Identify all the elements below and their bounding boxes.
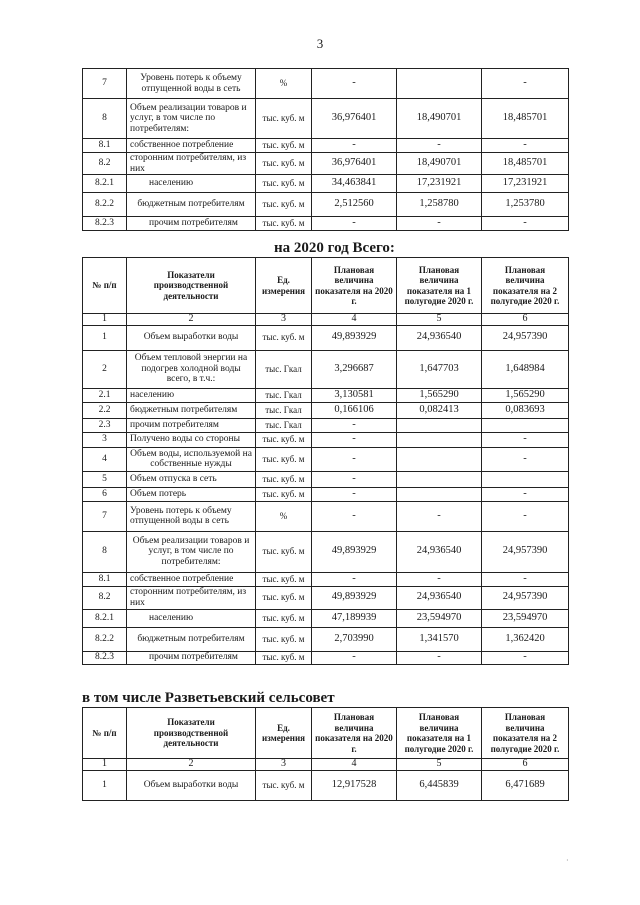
row-number: 2.2 (83, 402, 127, 418)
row-plan-2020: - (312, 69, 397, 99)
table-row (83, 139, 569, 153)
row-number: 8.1 (83, 139, 127, 153)
row-plan-half2: - (482, 447, 569, 471)
row-plan-half2: 18,485701 (482, 153, 569, 175)
row-plan-half2: - (482, 501, 569, 531)
row-plan-half2: - (482, 139, 569, 153)
row-unit: тыс. Гкал (256, 350, 312, 388)
row-plan-2020: 49,893929 (312, 531, 397, 572)
row-unit: тыс. куб. м (256, 153, 312, 175)
row-plan-2020: 34,463841 (312, 175, 397, 193)
row-plan-2020: 2,703990 (312, 627, 397, 651)
header-half1: Плановая величина показателя на 1 полугодие 2020 г. (397, 708, 482, 759)
row-plan-2020: - (312, 651, 397, 664)
table-razvetevsky (82, 707, 569, 801)
row-plan-2020: - (312, 471, 397, 487)
table-row (83, 572, 569, 586)
table-row (83, 651, 569, 664)
row-unit: тыс. куб. м (256, 771, 312, 801)
row-indicator-name: Объем реализации товаров и услуг, в том числе по потребителям: (127, 99, 256, 139)
row-plan-2020: - (312, 572, 397, 586)
row-plan-half2: 24,957390 (482, 325, 569, 350)
row-number: 1 (83, 771, 127, 801)
row-plan-2020: 0,166106 (312, 402, 397, 418)
index-cell: 3 (256, 759, 312, 771)
row-number: 8.2.2 (83, 193, 127, 217)
row-unit: тыс. куб. м (256, 487, 312, 501)
row-number: 2.1 (83, 388, 127, 402)
header-name: Показатели производственной деятельности (127, 258, 256, 314)
row-unit: тыс. куб. м (256, 651, 312, 664)
row-plan-2020: 49,893929 (312, 325, 397, 350)
table-row (83, 586, 569, 609)
table-row (83, 350, 569, 388)
row-indicator-name: прочим потребителям (127, 418, 256, 432)
row-indicator-name: собственное потребление (127, 139, 256, 153)
row-number: 8.1 (83, 572, 127, 586)
row-plan-half1 (397, 471, 482, 487)
index-cell: 5 (397, 759, 482, 771)
header-num: № п/п (83, 708, 127, 759)
header-half1: Плановая величина показателя на 1 полугодие 2020 г. (397, 258, 482, 314)
heading-razvetevsky: в том числе Разветьевский сельсовет (82, 690, 335, 706)
row-plan-2020: 2,512560 (312, 193, 397, 217)
row-number: 8.2.3 (83, 217, 127, 231)
table-row (83, 99, 569, 139)
row-plan-half1: - (397, 217, 482, 231)
row-plan-half2 (482, 471, 569, 487)
row-plan-half1: - (397, 501, 482, 531)
row-plan-half2: - (482, 217, 569, 231)
row-unit: тыс. куб. м (256, 193, 312, 217)
table-total-2020 (82, 257, 569, 665)
row-plan-half1: 24,936540 (397, 586, 482, 609)
row-plan-half1: - (397, 139, 482, 153)
table-row (83, 501, 569, 531)
row-plan-half2: - (482, 487, 569, 501)
header-num: № п/п (83, 258, 127, 314)
row-plan-half1: 23,594970 (397, 609, 482, 627)
row-unit: тыс. куб. м (256, 99, 312, 139)
row-plan-half2: 1,362420 (482, 627, 569, 651)
table-row (83, 388, 569, 402)
row-plan-half2: - (482, 651, 569, 664)
row-plan-half2: 6,471689 (482, 771, 569, 801)
row-number: 8.2.1 (83, 609, 127, 627)
row-plan-half1 (397, 418, 482, 432)
heading-total-2020: на 2020 год Всего: (274, 240, 395, 256)
table-row (83, 447, 569, 471)
row-plan-half1: - (397, 572, 482, 586)
table-row (83, 609, 569, 627)
row-plan-half1: - (397, 651, 482, 664)
row-number: 8.2.1 (83, 175, 127, 193)
row-unit: тыс. куб. м (256, 139, 312, 153)
row-unit: тыс. куб. м (256, 627, 312, 651)
table-row (83, 531, 569, 572)
row-unit: тыс. Гкал (256, 418, 312, 432)
row-unit: тыс. куб. м (256, 217, 312, 231)
table-row (83, 193, 569, 217)
index-cell: 1 (83, 759, 127, 771)
index-cell: 2 (127, 759, 256, 771)
index-cell: 4 (312, 759, 397, 771)
index-cell: 1 (83, 314, 127, 326)
row-number: 2.3 (83, 418, 127, 432)
row-unit: тыс. куб. м (256, 609, 312, 627)
row-number: 2 (83, 350, 127, 388)
row-unit: тыс. куб. м (256, 471, 312, 487)
row-indicator-name: бюджетным потребителям (127, 627, 256, 651)
row-indicator-name: Объем выработки воды (127, 325, 256, 350)
row-unit: % (256, 69, 312, 99)
row-unit: % (256, 501, 312, 531)
row-indicator-name: населению (127, 175, 256, 193)
row-indicator-name: сторонним потребителям, из них (127, 153, 256, 175)
row-number: 5 (83, 471, 127, 487)
row-number: 8.2.3 (83, 651, 127, 664)
table-row (83, 418, 569, 432)
header-plan: Плановая величина показателя на 2020 г. (312, 708, 397, 759)
row-unit: тыс. куб. м (256, 586, 312, 609)
row-number: 8 (83, 99, 127, 139)
row-plan-half2: 1,253780 (482, 193, 569, 217)
row-indicator-name: населению (127, 609, 256, 627)
row-plan-half1: 1,647703 (397, 350, 482, 388)
table-row (83, 153, 569, 175)
row-indicator-name: Объем отпуска в сеть (127, 471, 256, 487)
row-plan-half2: 18,485701 (482, 99, 569, 139)
row-indicator-name: бюджетным потребителям (127, 402, 256, 418)
row-indicator-name: Объем реализации товаров и услуг, в том числе по потребителям: (127, 531, 256, 572)
row-indicator-name: собственное потребление (127, 572, 256, 586)
row-unit: тыс. куб. м (256, 432, 312, 447)
row-number: 6 (83, 487, 127, 501)
row-plan-2020: 12,917528 (312, 771, 397, 801)
row-plan-2020: - (312, 418, 397, 432)
row-plan-half2: 1,648984 (482, 350, 569, 388)
row-plan-half2: 17,231921 (482, 175, 569, 193)
row-plan-half1 (397, 447, 482, 471)
row-plan-2020: - (312, 139, 397, 153)
row-unit: тыс. куб. м (256, 447, 312, 471)
row-number: 8.2 (83, 153, 127, 175)
index-cell: 4 (312, 314, 397, 326)
row-plan-half1 (397, 69, 482, 99)
scan-mark: · (566, 856, 569, 865)
header-unit: Ед. измерения (256, 708, 312, 759)
row-plan-half1: 18,490701 (397, 99, 482, 139)
table-row (83, 432, 569, 447)
row-indicator-name: бюджетным потребителям (127, 193, 256, 217)
index-cell: 6 (482, 759, 569, 771)
row-plan-half1 (397, 432, 482, 447)
row-indicator-name: Получено воды со стороны (127, 432, 256, 447)
row-plan-half1: 1,341570 (397, 627, 482, 651)
row-plan-half2: 24,957390 (482, 531, 569, 572)
row-plan-2020: 3,130581 (312, 388, 397, 402)
row-plan-half1: 6,445839 (397, 771, 482, 801)
row-plan-half2: 24,957390 (482, 586, 569, 609)
header-plan: Плановая величина показателя на 2020 г. (312, 258, 397, 314)
row-indicator-name: прочим потребителям (127, 217, 256, 231)
table-row (83, 487, 569, 501)
row-plan-half2: - (482, 432, 569, 447)
row-plan-half1: 1,258780 (397, 193, 482, 217)
row-plan-2020: - (312, 487, 397, 501)
row-unit: тыс. куб. м (256, 325, 312, 350)
row-plan-2020: 36,976401 (312, 99, 397, 139)
row-indicator-name: Объем выработки воды (127, 771, 256, 801)
row-unit: тыс. Гкал (256, 402, 312, 418)
row-plan-2020: 47,189939 (312, 609, 397, 627)
row-number: 8.2.2 (83, 627, 127, 651)
row-number: 8 (83, 531, 127, 572)
row-indicator-name: сторонним потребителям, из них (127, 586, 256, 609)
row-number: 4 (83, 447, 127, 471)
table-continuation (82, 68, 569, 231)
row-number: 7 (83, 501, 127, 531)
row-plan-2020: 36,976401 (312, 153, 397, 175)
row-plan-half2: 1,565290 (482, 388, 569, 402)
header-unit: Ед. измерения (256, 258, 312, 314)
index-cell: 5 (397, 314, 482, 326)
row-plan-2020: - (312, 432, 397, 447)
row-unit: тыс. куб. м (256, 175, 312, 193)
row-number: 8.2 (83, 586, 127, 609)
row-plan-half2 (482, 418, 569, 432)
table-row (83, 771, 569, 801)
row-indicator-name: Уровень потерь к объему отпущенной воды в сеть (127, 501, 256, 531)
index-cell: 3 (256, 314, 312, 326)
row-indicator-name: Объем тепловой энергии на подогрев холодной воды всего, в т.ч.: (127, 350, 256, 388)
table-row (83, 69, 569, 99)
row-plan-2020: - (312, 501, 397, 531)
row-plan-half2: - (482, 572, 569, 586)
row-number: 7 (83, 69, 127, 99)
row-plan-half1: 24,936540 (397, 531, 482, 572)
index-cell: 6 (482, 314, 569, 326)
row-plan-half2: 0,083693 (482, 402, 569, 418)
index-cell: 2 (127, 314, 256, 326)
table-row (83, 471, 569, 487)
row-number: 3 (83, 432, 127, 447)
table-row (83, 175, 569, 193)
header-name: Показатели производственной деятельности (127, 708, 256, 759)
row-plan-2020: - (312, 217, 397, 231)
row-indicator-name: населению (127, 388, 256, 402)
row-plan-half1: 0,082413 (397, 402, 482, 418)
row-unit: тыс. Гкал (256, 388, 312, 402)
row-plan-2020: 3,296687 (312, 350, 397, 388)
row-indicator-name: Объем воды, используемой на собственные нужды (127, 447, 256, 471)
header-half2: Плановая величина показателя на 2 полугодие 2020 г. (482, 258, 569, 314)
row-plan-half2: - (482, 69, 569, 99)
row-plan-2020: - (312, 447, 397, 471)
row-plan-half1 (397, 487, 482, 501)
row-indicator-name: Объем потерь (127, 487, 256, 501)
row-plan-half2: 23,594970 (482, 609, 569, 627)
table-row (83, 402, 569, 418)
row-plan-half1: 24,936540 (397, 325, 482, 350)
row-unit: тыс. куб. м (256, 572, 312, 586)
page-number: 3 (316, 36, 324, 51)
row-unit: тыс. куб. м (256, 531, 312, 572)
header-half2: Плановая величина показателя на 2 полугодие 2020 г. (482, 708, 569, 759)
row-plan-2020: 49,893929 (312, 586, 397, 609)
row-plan-half1: 1,565290 (397, 388, 482, 402)
row-plan-half1: 18,490701 (397, 153, 482, 175)
row-number: 1 (83, 325, 127, 350)
row-indicator-name: Уровень потерь к объему отпущенной воды в сеть (127, 69, 256, 99)
table-row (83, 325, 569, 350)
row-indicator-name: прочим потребителям (127, 651, 256, 664)
row-plan-half1: 17,231921 (397, 175, 482, 193)
table-row (83, 217, 569, 231)
table-row (83, 627, 569, 651)
